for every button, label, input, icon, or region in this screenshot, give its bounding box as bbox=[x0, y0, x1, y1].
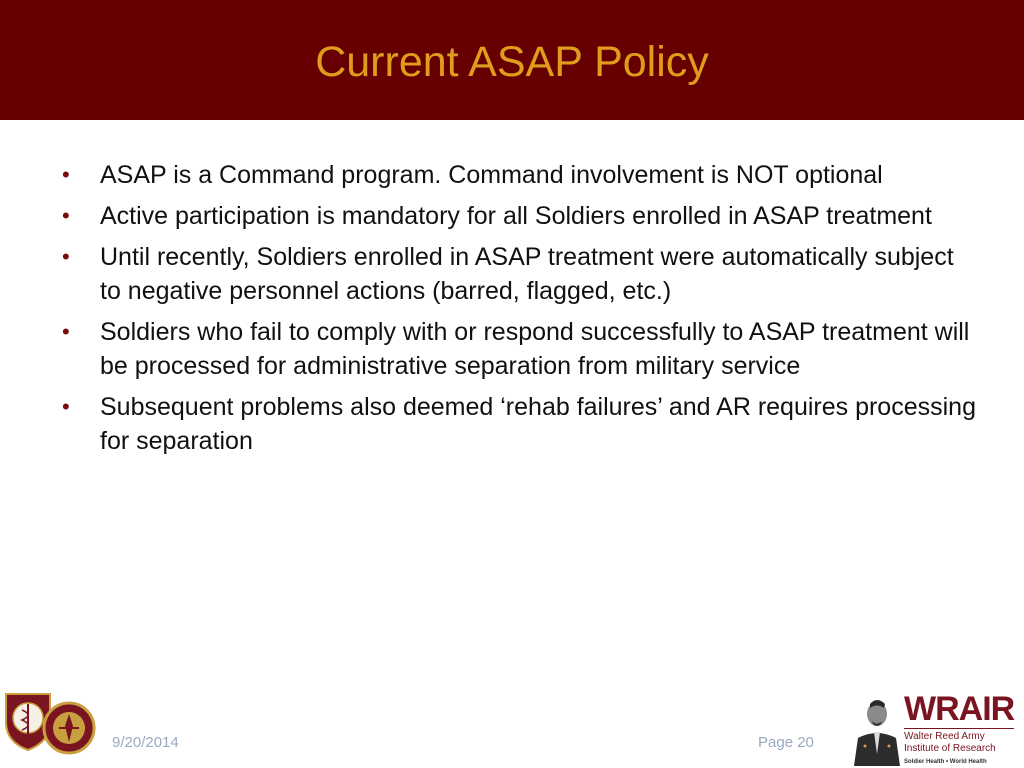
portrait-icon bbox=[850, 694, 904, 766]
bullet-text: Subsequent problems also deemed ‘rehab failures’ and AR requires processing for separation bbox=[100, 393, 976, 455]
wrair-subtitle-line1: Walter Reed Army bbox=[904, 731, 985, 742]
army-crest-seal-icon bbox=[42, 694, 96, 762]
bullet-item bbox=[60, 199, 980, 233]
bullet-icon: • bbox=[62, 162, 70, 187]
bullet-text: Until recently, Soldiers enrolled in ASAP treatment were automatically subject to negative personnel actions (barred, flagged, etc.) bbox=[100, 243, 954, 305]
footer-date: 9/20/2014 bbox=[112, 734, 179, 751]
wrair-logo bbox=[904, 690, 1022, 766]
bullet-text: ASAP is a Command program. Command involvement is NOT optional bbox=[100, 161, 883, 189]
bullet-list bbox=[60, 158, 980, 465]
slide-title: Current ASAP Policy bbox=[315, 38, 709, 86]
bullet-item bbox=[60, 315, 980, 383]
bullet-text: Soldiers who fail to comply with or respond successfully to ASAP treatment will be processed for administrative separation from military service bbox=[100, 318, 970, 380]
wrair-subtitle-line2: Institute of Research bbox=[904, 743, 996, 754]
bullet-item bbox=[60, 240, 980, 308]
bullet-item bbox=[60, 390, 980, 458]
bullet-icon: • bbox=[62, 244, 70, 269]
wrair-logo-text: WRAIR bbox=[904, 690, 1015, 728]
bullet-icon: • bbox=[62, 203, 70, 228]
page-number: Page 20 bbox=[758, 734, 814, 751]
bullet-text: Active participation is mandatory for all Soldiers enrolled in ASAP treatment bbox=[100, 202, 932, 230]
bullet-icon: • bbox=[62, 319, 70, 344]
logo-divider bbox=[904, 728, 1014, 729]
bullet-icon: • bbox=[62, 394, 70, 419]
wrair-tagline: Soldier Health • World Health bbox=[904, 759, 987, 765]
bullet-item bbox=[60, 158, 980, 192]
